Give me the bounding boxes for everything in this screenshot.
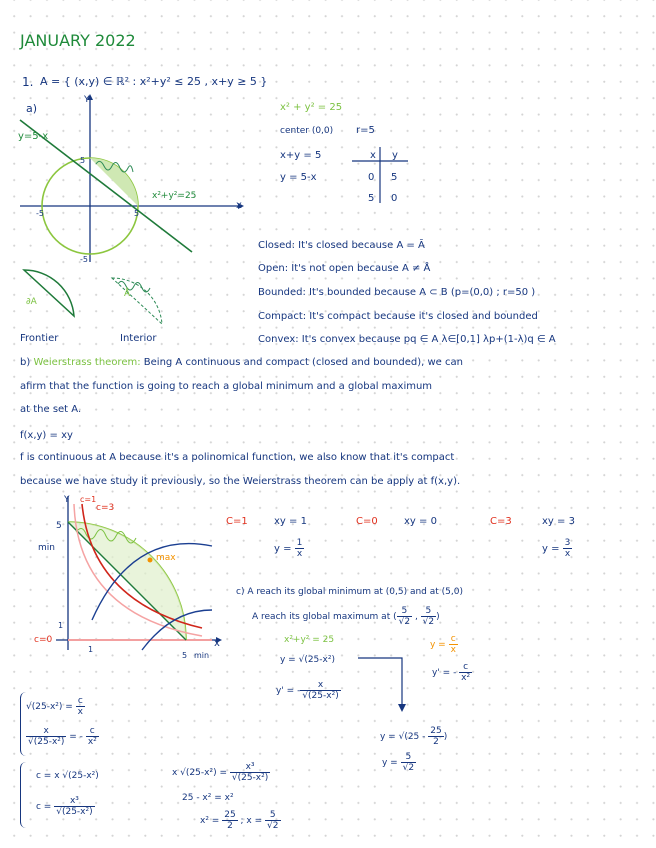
part-a-label: a) xyxy=(26,102,38,115)
line-equation-1: x+y = 5 xyxy=(280,150,322,161)
function-def: f(x,y) = xy xyxy=(20,430,73,441)
level-c3-eq: xy = 3 xyxy=(542,516,575,527)
system-eq1: √(25-x²) = $\frac{c}{x}$ xyxy=(26,696,83,717)
interior-symbol: Å xyxy=(124,289,131,299)
c3-label: c=3 xyxy=(96,503,115,513)
eq-b: 25 - x² = x² xyxy=(182,793,234,803)
eq-c: x² = $\frac{25}{2}$ ; x = $\frac{5}{√2}$ xyxy=(200,810,279,831)
deriv-y: y = √(25-x²) xyxy=(280,655,335,665)
tick-y-1: 1 xyxy=(58,621,64,630)
interior-sketch xyxy=(110,276,170,328)
min-label-bottom: min xyxy=(194,651,210,660)
property-convex: Convex: It's convex because pq ∈ A λ∈[0,1] λp+(1-λ)q ∈ A xyxy=(258,334,556,345)
table-lines xyxy=(352,145,412,205)
arrow-connector xyxy=(356,654,416,714)
tick-x-neg: -5 xyxy=(36,209,44,218)
level-c1: C=1 xyxy=(226,516,248,527)
tick-x-5: 5 xyxy=(182,651,188,660)
deriv-circle: x²+y² = 25 xyxy=(284,635,335,645)
level-c3-y: y = $\frac{3}{x}$ xyxy=(542,538,571,559)
eq-a: x √(25-x²) = $\frac{\text{x³}}{\text{√(25-x²)}}$ xyxy=(172,762,269,783)
part-b-line5: because we have study it previously, so the Weierstrass theorem can be apply at f(x,y). xyxy=(20,476,461,487)
tick-y-5: 5 xyxy=(56,521,62,531)
table-cell: 5 xyxy=(391,172,398,183)
deriv-hyp-yprime: y' = - $\frac{c}{\text{x²}}$ xyxy=(432,662,471,683)
property-bounded: Bounded: It's bounded because A ⊂ B (p=(0,0) ; r=50 ) xyxy=(258,287,536,298)
level-c0-eq: xy = 0 xyxy=(404,516,437,527)
line-equation-2: y = 5-x xyxy=(280,172,317,183)
level-c1-y: y = $\frac{1}{x}$ xyxy=(274,538,303,559)
table-header-x: x xyxy=(370,150,376,161)
level-curves-graph xyxy=(52,490,222,660)
circle-label: x²+y²=25 xyxy=(152,191,197,201)
table-cell: 0 xyxy=(391,193,398,204)
property-compact: Compact: It's compact because it's closed and bounded xyxy=(258,311,538,322)
tick-x-pos: 5 xyxy=(134,209,140,218)
graph1-y-label: Y xyxy=(84,95,90,105)
system-eq2: $\frac{x}{\text{√(25-x²)}}$ = - $\frac{c}{\text{x²}}$ xyxy=(28,726,97,747)
system-brace-2 xyxy=(20,762,29,828)
circle-equation: x² + y² = 25 xyxy=(280,102,343,113)
part-b-line2: afirm that the function is going to reach a global minimum and a global maximum xyxy=(20,381,433,392)
result-y1: y = √(25 - $\frac{25}{2}$ ) xyxy=(380,726,448,747)
result-y2: y = $\frac{5}{√2}$ xyxy=(382,752,415,773)
part-b-line1: b) Weierstrass theorem: Being A continuous and compact (closed and bounded), we can xyxy=(20,357,463,368)
property-closed: Closed: It's closed because A = Ā xyxy=(258,240,425,251)
set-definition: A = { (x,y) ∈ ℝ² : x²+y² ≤ 25 , x+y ≥ 5 } xyxy=(40,75,268,88)
conclusion-min: c) A reach its global minimum at (0,5) and at (5,0) xyxy=(236,587,463,597)
deriv-yprime: y' = - $\frac{x}{\text{√(25-x²)}}$ xyxy=(276,680,339,701)
circle-center: center (0,0) xyxy=(280,126,334,136)
interior-label: Interior xyxy=(120,333,157,344)
line-label: y=5-x xyxy=(18,131,49,142)
conclusion-max: A reach its global maximum at ( $\frac{5}{√2}$ , $\frac{5}{√2}$ ) xyxy=(252,606,440,627)
part-b-line3: at the set A. xyxy=(20,404,82,415)
circle-radius: r=5 xyxy=(356,125,375,136)
level-c0: C=0 xyxy=(356,516,378,527)
level-c1-eq: xy = 1 xyxy=(274,516,307,527)
deriv-hyp-y: y = $\frac{c}{x}$ xyxy=(430,634,456,655)
table-cell: 0 xyxy=(368,172,375,183)
max-label: max xyxy=(156,553,176,563)
max-point xyxy=(148,558,153,563)
table-cell: 5 xyxy=(368,193,375,204)
table-header-y: y xyxy=(392,150,398,161)
graph2-y-label: Y xyxy=(64,495,70,505)
part-b-line4: f is continuous at A because it's a polinomical function, we also know that it's compact xyxy=(20,452,455,463)
c-eq2: c = $\frac{\text{x³}}{\text{√(25-x²)}}$ xyxy=(36,796,93,817)
frontier-label: Frontier xyxy=(20,333,59,344)
shaded-region xyxy=(90,158,138,206)
tick-y-neg: -5 xyxy=(80,255,88,264)
problem-number: 1. xyxy=(22,75,34,89)
c1-label: c=1 xyxy=(80,495,97,504)
tick-x-1: 1 xyxy=(88,645,94,654)
level-c3: C=3 xyxy=(490,516,512,527)
graph2-x-label: x xyxy=(214,638,220,649)
min-label-top: min xyxy=(38,543,55,553)
tick-y-pos: 5 xyxy=(80,156,86,165)
page-title: JANUARY 2022 xyxy=(20,31,136,50)
frontier-symbol: ∂A xyxy=(26,297,37,307)
graph1-x-label: x xyxy=(236,200,242,211)
c0-label: c=0 xyxy=(34,635,53,645)
c-eq1: c = x √(25-x²) xyxy=(36,771,99,781)
property-open: Open: It's not open because A ≠ Å xyxy=(258,263,431,274)
region-graph xyxy=(14,94,244,264)
frontier-sketch xyxy=(22,268,82,320)
